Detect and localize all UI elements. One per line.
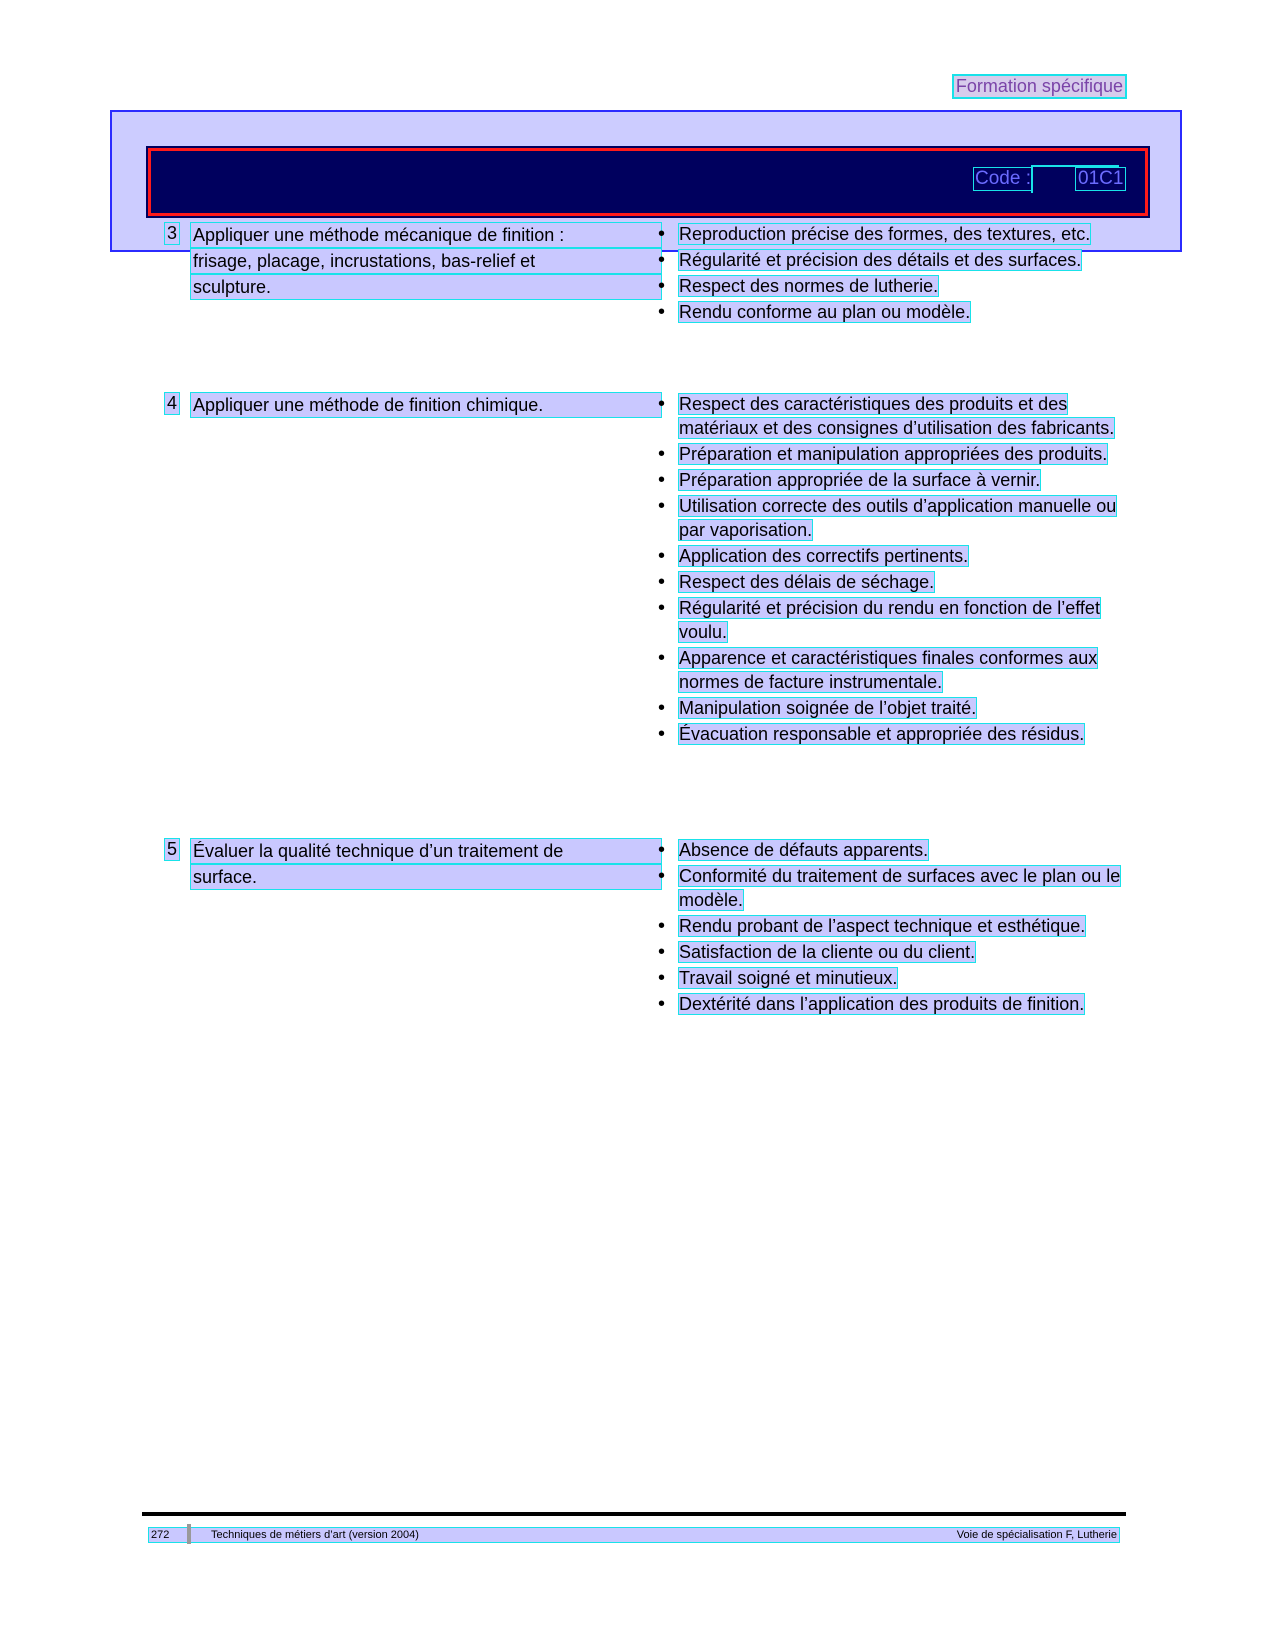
footer-rule — [142, 1512, 1126, 1516]
criterion-item — [654, 222, 1124, 246]
criterion-text: Conformité du traitement de surfaces avec le plan ou le modèle. — [679, 866, 1121, 910]
criterion-text: Utilisation correcte des outils d’application manuelle ou par vaporisation. — [679, 496, 1117, 540]
specialization-label: Voie de spécialisation F, Lutherie — [956, 1529, 1117, 1541]
criterion-text: Apparence et caractéristiques finales conformes aux normes de facture instrumentale. — [679, 648, 1098, 692]
criterion-text: Préparation et manipulation appropriées des produits. — [679, 444, 1108, 464]
criterion-text: Respect des normes de lutherie. — [679, 276, 939, 296]
performance-criteria-list — [654, 838, 1124, 1018]
criterion-text: Reproduction précise des formes, des textures, etc. — [679, 224, 1091, 244]
element-line: Appliquer une méthode de finition chimique. — [190, 392, 662, 418]
performance-criteria-list — [654, 222, 1124, 326]
criterion-text: Dextérité dans l’application des produits de finition. — [679, 994, 1085, 1014]
criterion-text: Évacuation responsable et appropriée des résidus. — [679, 724, 1085, 744]
element-text — [190, 838, 662, 890]
criterion-item — [654, 274, 1124, 298]
criterion-item — [654, 442, 1124, 466]
criterion-text: Respect des caractéristiques des produits et des matériaux et des consignes d’utilisation des fabricants. — [679, 394, 1115, 438]
element-line: sculpture. — [190, 274, 662, 300]
criterion-text: Rendu probant de l’aspect technique et esthétique. — [679, 916, 1086, 936]
criterion-item — [654, 646, 1124, 694]
footer-divider — [187, 1524, 191, 1544]
element-number: 4 — [164, 392, 180, 415]
page-footer — [148, 1527, 1120, 1543]
criterion-text: Régularité et précision des détails et des surfaces. — [679, 250, 1082, 270]
code-label: Code : — [975, 168, 1031, 189]
criterion-text: Manipulation soignée de l’objet traité. — [679, 698, 977, 718]
page-number: 272 — [151, 1529, 170, 1541]
criterion-item — [654, 300, 1124, 324]
criterion-item — [654, 248, 1124, 272]
criterion-item — [654, 838, 1124, 862]
element-line: Appliquer une méthode mécanique de finition : — [190, 222, 662, 248]
criterion-text: Application des correctifs pertinents. — [679, 546, 969, 566]
element-text — [190, 392, 662, 418]
element-number: 3 — [164, 222, 180, 245]
criterion-item — [654, 864, 1124, 912]
criterion-item — [654, 914, 1124, 938]
element-line: frisage, placage, incrustations, bas-relief et — [190, 248, 662, 274]
criterion-item — [654, 992, 1124, 1016]
performance-criteria-list — [654, 392, 1124, 748]
criterion-text: Respect des délais de séchage. — [679, 572, 935, 592]
element-number: 5 — [164, 838, 180, 861]
document-title: Techniques de métiers d’art (version 2004) — [211, 1529, 419, 1541]
element-text — [190, 222, 662, 300]
criterion-item — [654, 468, 1124, 492]
criterion-item — [654, 722, 1124, 746]
criterion-item — [654, 940, 1124, 964]
criterion-item — [654, 596, 1124, 644]
criterion-text: Absence de défauts apparents. — [679, 840, 929, 860]
criterion-text: Satisfaction de la cliente ou du client. — [679, 942, 976, 962]
section-label: Formation spécifique — [952, 74, 1127, 99]
criterion-text: Rendu conforme au plan ou modèle. — [679, 302, 971, 322]
element-line: surface. — [190, 864, 662, 890]
criterion-item — [654, 696, 1124, 720]
criterion-text: Préparation appropriée de la surface à vernir. — [679, 470, 1041, 490]
criterion-text: Régularité et précision du rendu en fonction de l’effet voulu. — [679, 598, 1100, 642]
code-value: 01C1 — [1075, 167, 1126, 191]
criterion-text: Travail soigné et minutieux. — [679, 968, 898, 988]
competency-title-bar — [148, 148, 1148, 216]
criterion-item — [654, 570, 1124, 594]
criterion-item — [654, 544, 1124, 568]
criterion-item — [654, 392, 1124, 440]
criterion-item — [654, 966, 1124, 990]
element-line: Évaluer la qualité technique d’un traitement de — [190, 838, 662, 864]
criterion-item — [654, 494, 1124, 542]
